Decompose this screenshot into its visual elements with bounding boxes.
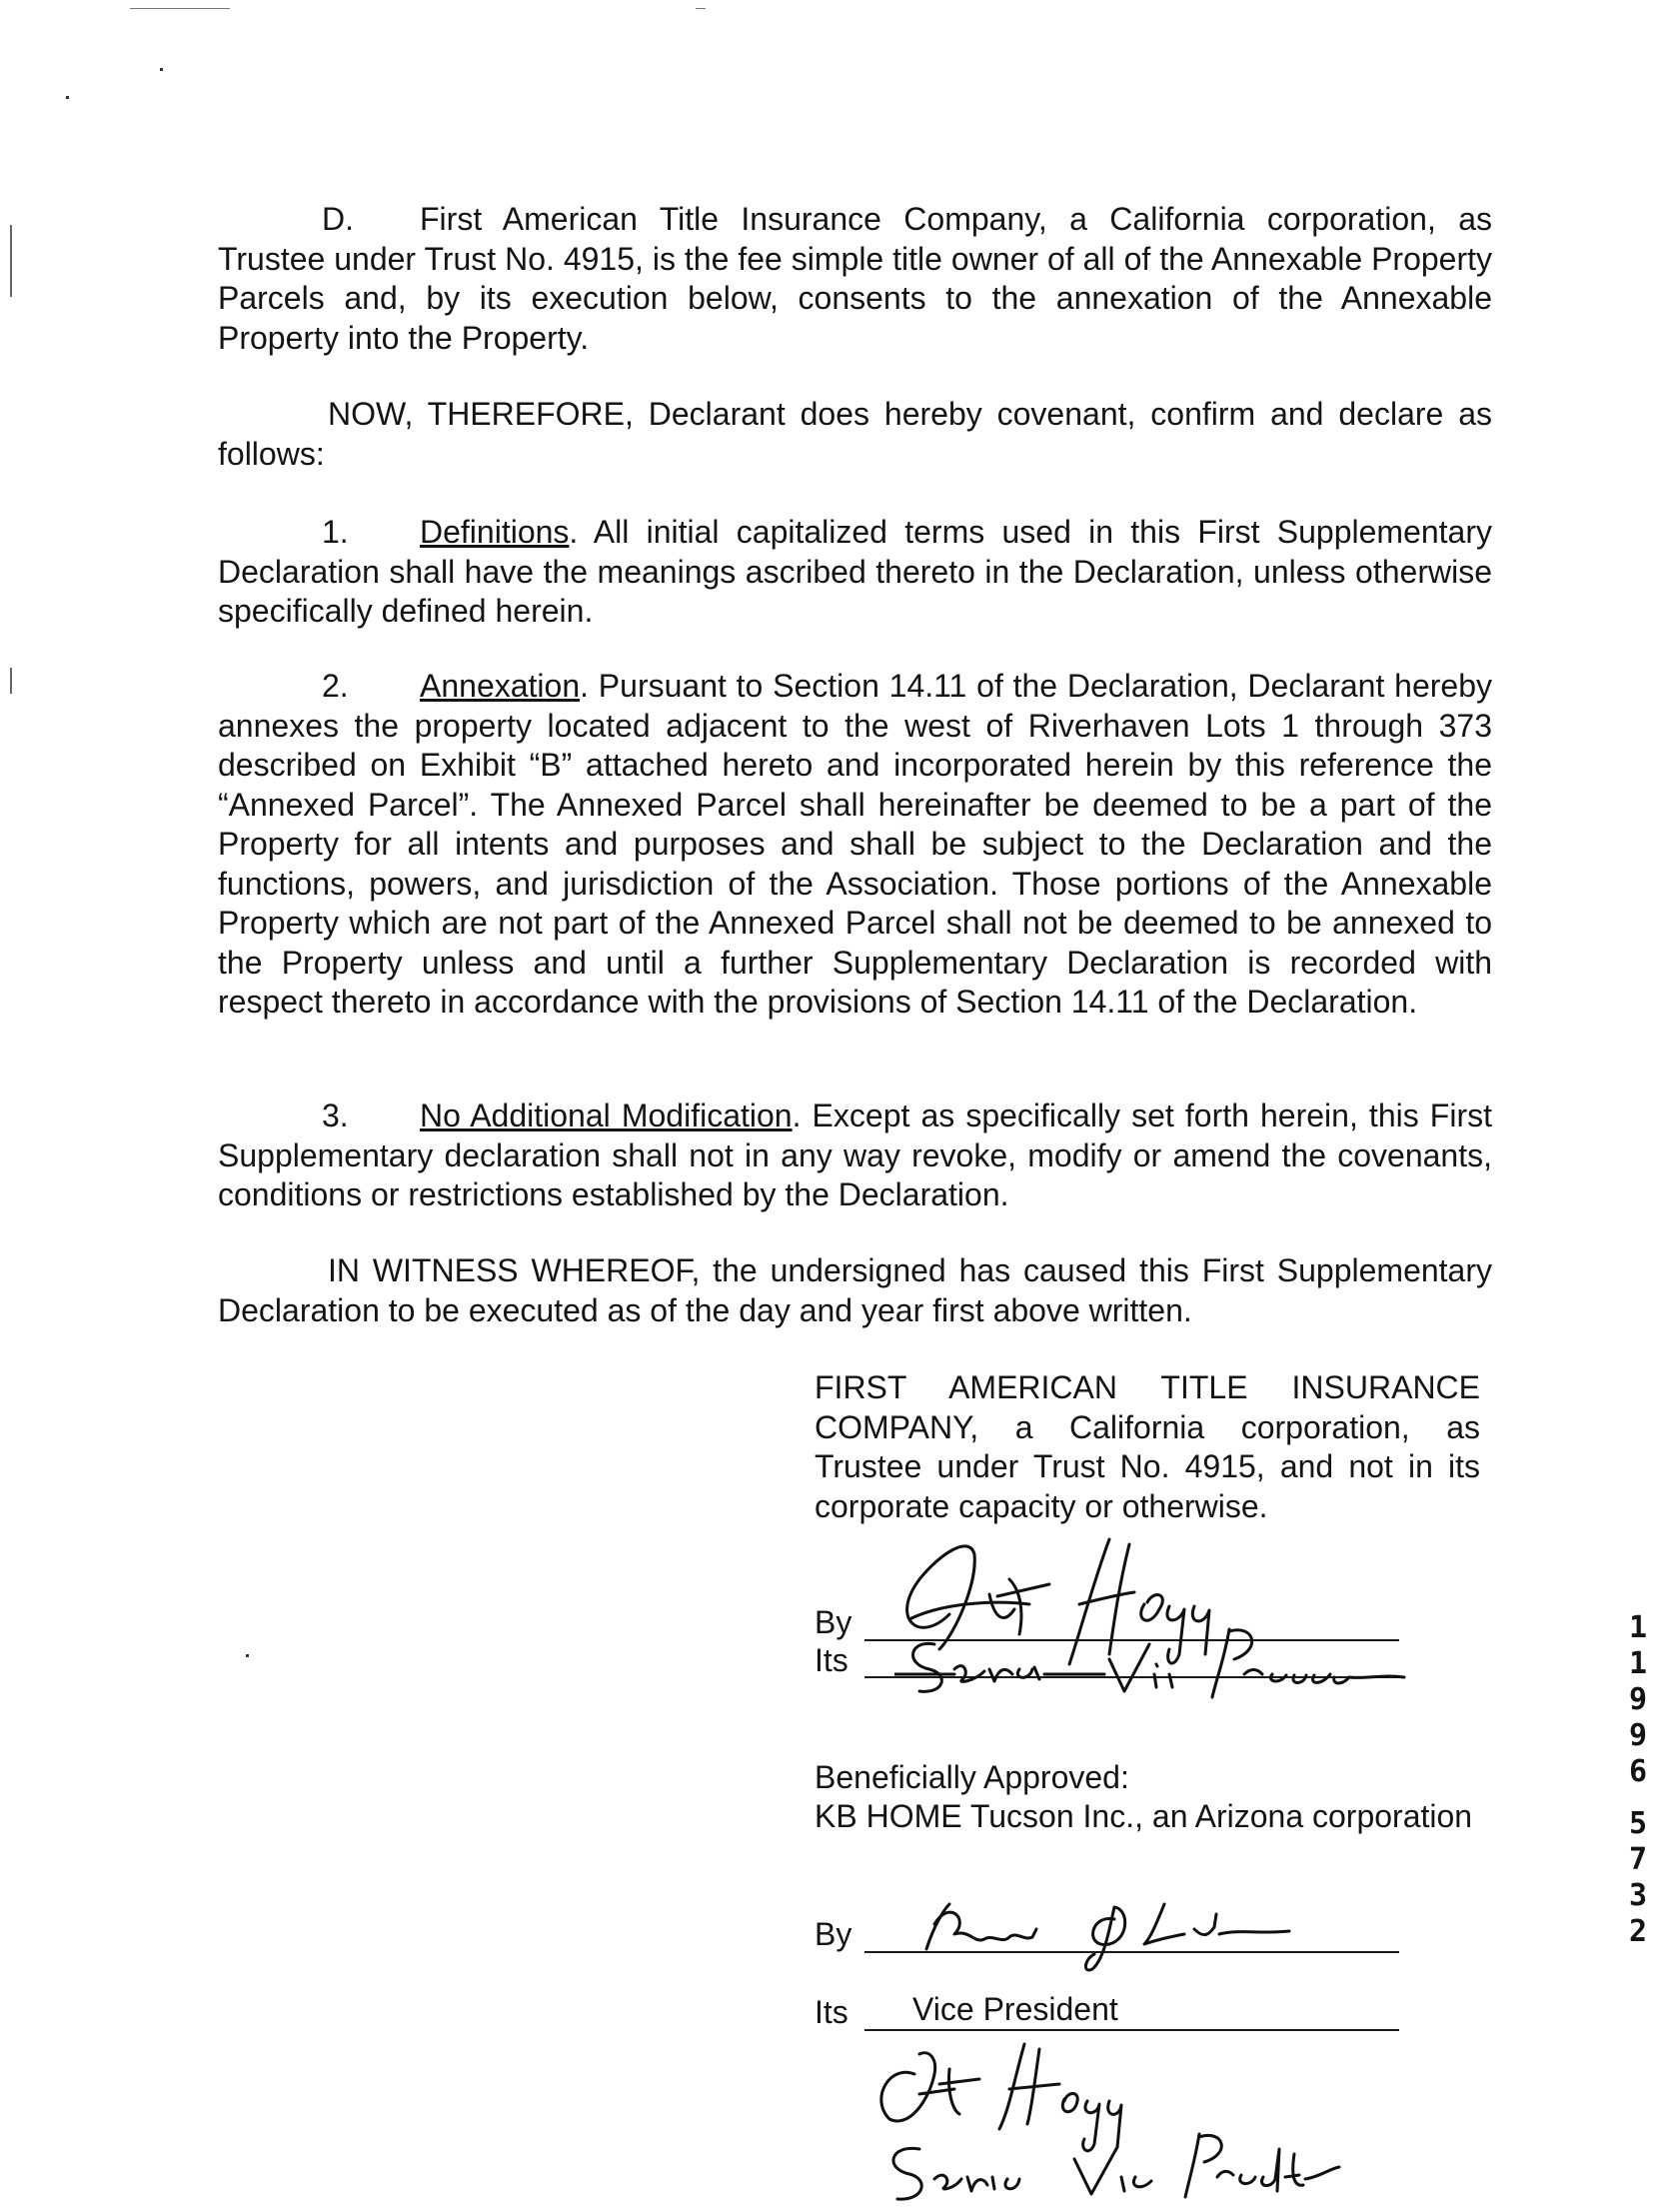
scan-speck	[246, 1654, 249, 1657]
signatory-2-its-label: Its	[815, 1994, 848, 2030]
section-2-title: Annexation	[420, 668, 581, 704]
section-1-title: Definitions	[420, 514, 570, 550]
beneficially-approved-label: Beneficially Approved:	[815, 1759, 1129, 1795]
signatory-2-its-value: Vice President	[912, 1991, 1118, 2027]
signatory-2-entity: KB HOME Tucson Inc., an Arizona corporation	[815, 1798, 1473, 1834]
section-3	[218, 1097, 1492, 1215]
section-3-text: . Except as specifically set forth herein, this First Supplementary declaration shall not in any way revoke, modify or amend the covenants, conditions or restrictions established by the Declaration.	[218, 1098, 1493, 1212]
witness-text: IN WITNESS WHEREOF, the undersigned has caused this First Supplementary Declaration to be executed as of the day and year first above written.	[218, 1252, 1492, 1328]
section-1-number: 1.	[322, 514, 349, 550]
recording-digit: 1	[1629, 1646, 1648, 1681]
signature-ronald-lind	[914, 1889, 1334, 1979]
scan-speck	[66, 96, 69, 99]
section-2-number: 2.	[322, 668, 349, 704]
section-1-text: . All initial capitalized terms used in this First Supplementary Declaration shall have the meanings ascribed thereto in the Declaration, unless otherwise specifically defined herein.	[218, 514, 1492, 629]
section-2	[218, 667, 1492, 1023]
recording-digit: 7	[1629, 1842, 1648, 1877]
signatory-1-its-label: Its	[815, 1642, 848, 1678]
recital-d	[218, 200, 1492, 358]
scan-mark-top-center	[696, 8, 706, 9]
signatory-1-by-label: By	[815, 1604, 852, 1640]
scan-mark-top-left	[130, 8, 230, 9]
section-2-text: . Pursuant to Section 14.11 of the Declaration, Declarant hereby annexes the property located adjacent to the west of Riverhaven Lots 1 through 373 described on Exhibit “B” attached hereto and incorporated herein by this reference the “Annexed Parcel”. The Annexed Parcel shall hereinafter be deemed to be a part of the Property for all intents and purposes and shall be subject to the Declaration and the functions, powers, and jurisdiction of the Association. Those portions of the Annexable Property which are not part of the Annexed Parcel shall not be deemed to be annexed to the Property unless and until a further Supplementary Declaration is recorded with respect thereto in accordance with the provisions of Section 14.11 of the Declaration.	[218, 668, 1492, 1020]
recording-digit: 1	[1629, 1610, 1648, 1645]
recording-digit: 6	[1629, 1754, 1648, 1789]
recording-digit: 5	[1629, 1806, 1648, 1841]
now-therefore-text: NOW, THEREFORE, Declarant does hereby covenant, confirm and declare as follows:	[218, 396, 1492, 472]
section-1	[218, 513, 1492, 632]
recording-digit: 9	[1629, 1682, 1648, 1717]
margin-bar	[10, 225, 12, 297]
recording-digit: 9	[1629, 1718, 1648, 1753]
recording-digit: 3	[1629, 1878, 1648, 1913]
recording-digit: 2	[1629, 1914, 1648, 1949]
recital-d-number: D.	[322, 201, 354, 237]
witness-clause	[218, 1251, 1492, 1330]
signatory-1-entity: FIRST AMERICAN TITLE INSURANCE COMPANY, a California corporation, as Trustee under Trust No. 4915, and not in its corporate capacity or otherwise.	[815, 1369, 1480, 1524]
recital-d-text: First American Title Insurance Company, a California corporation, as Trustee under Trust No. 4915, is the fee simple title owner of all of the Annexable Property Parcels and, by its execution below, consents to the annexation of the Annexable Property into the Property.	[218, 201, 1492, 356]
now-therefore	[218, 395, 1492, 474]
scan-speck	[160, 68, 163, 71]
margin-bar	[10, 668, 12, 694]
signature-senior-vp-title	[894, 1619, 1414, 1699]
signature-art-hogg-bottom	[859, 2029, 1399, 2209]
section-3-title: No Additional Modification	[420, 1098, 793, 1133]
signatory-2-by-label: By	[815, 1916, 852, 1952]
section-3-number: 3.	[322, 1098, 349, 1133]
